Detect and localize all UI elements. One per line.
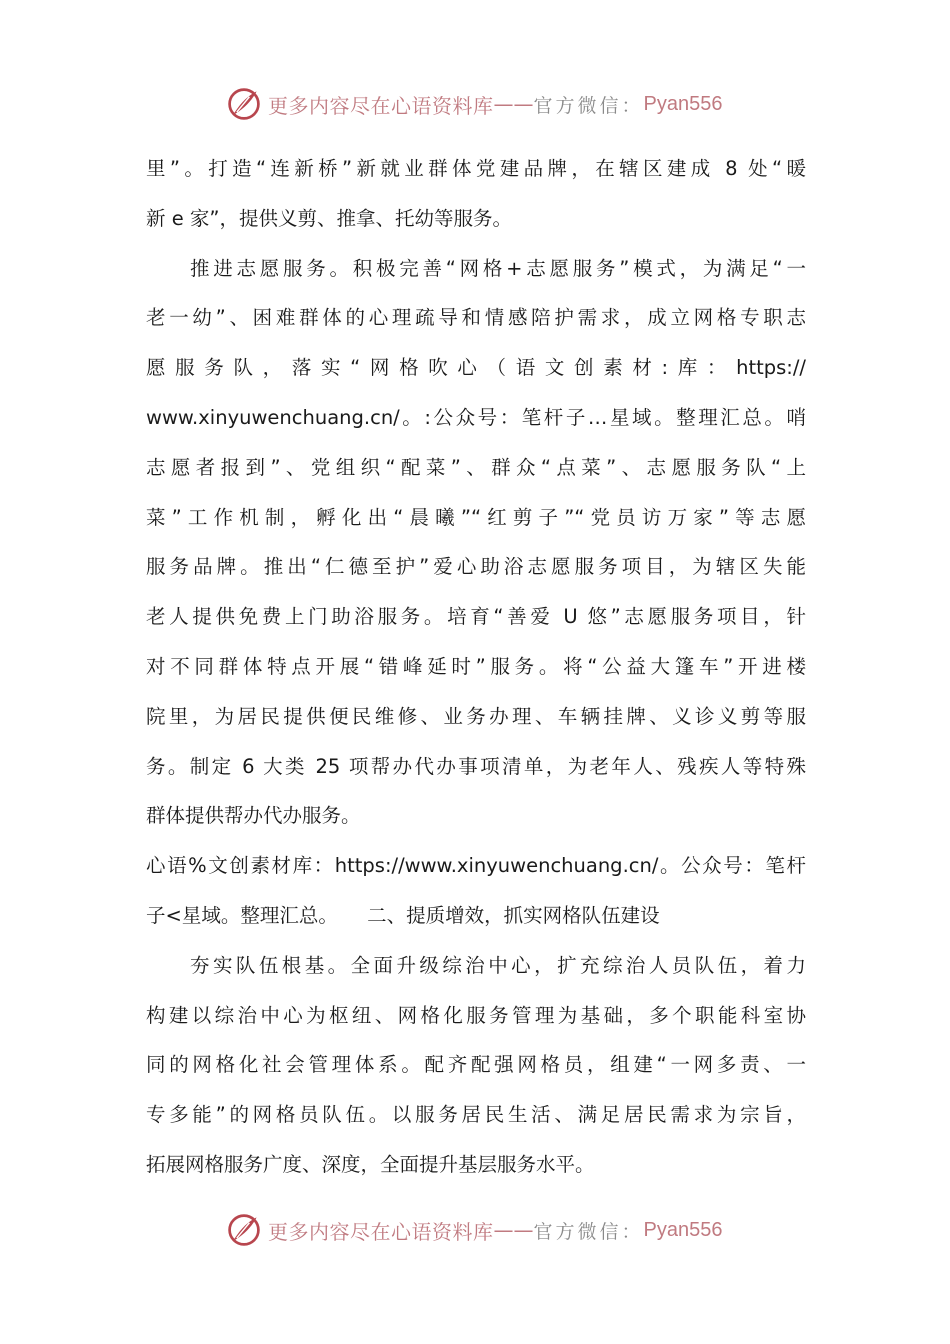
text-line: 菜”工作机制，孵化出“晨曦”“红剪子”“党员访万家”等志愿 (146, 505, 806, 529)
banner-dash: —— (493, 1218, 534, 1242)
text-line: 专多能”的网格员队伍。以服务居民生活、满足居民需求为宗旨， (146, 1103, 806, 1127)
section-heading-line: 子<星域。整理汇总。 二、提质增效，抓实网格队伍建设 (146, 903, 660, 927)
banner-dash: —— (493, 92, 534, 116)
banner-title: 更多内容尽在心语资料库 (268, 93, 494, 118)
text-line: 群体提供帮办代办服务。 (146, 804, 361, 828)
text-line: 志愿者报到”、党组织“配菜”、群众“点菜”、志愿服务队“上 (146, 455, 806, 479)
document-body (146, 144, 806, 1190)
paragraph-start-line: 夯实队伍根基。全面升级综治中心，扩充综治人员队伍，着力 (190, 953, 806, 977)
banner-wechat-label: 官方微信： (533, 94, 644, 117)
text-line: 构建以综治中心为枢纽、网格化服务管理为基础，多个职能科室协 (146, 1003, 806, 1027)
text-line: 务。制定 6 大类 25 项帮办代办事项清单，为老年人、残疾人等特殊 (146, 754, 806, 778)
footer-banner (226, 1210, 746, 1250)
text-line: 新 e 家”，提供义剪、推拿、托幼等服务。 (146, 206, 512, 230)
text-line: 老一幼”、困难群体的心理疏导和情感陪护需求，成立网格专职志 (146, 306, 806, 330)
quill-logo-icon (226, 86, 262, 122)
banner-title: 更多内容尽在心语资料库 (268, 1219, 494, 1244)
text-line: 老人提供免费上门助浴服务。培育“善爱 U 悠”志愿服务项目，针 (146, 605, 806, 629)
text-line: www.xinyuwenchuang.cn/。:公众号：笔杆子…星域。整理汇总。哨 (146, 405, 806, 429)
banner-wechat-id: Pyan556 (643, 92, 723, 115)
text-line: 拓展网格服务广度、深度，全面提升基层服务水平。 (146, 1152, 595, 1176)
header-banner (226, 84, 746, 124)
banner-wechat-label: 官方微信： (533, 1220, 644, 1243)
text-line: 服务品牌。推出“仁德至护”爱心助浴志愿服务项目，为辖区失能 (146, 555, 806, 579)
banner-wechat-id: Pyan556 (643, 1218, 723, 1241)
quill-logo-icon (226, 1212, 262, 1248)
text-line: 里”。打造“连新桥”新就业群体党建品牌，在辖区建成 8 处“暖 (146, 157, 806, 180)
text-line: 对不同群体特点开展“错峰延时”服务。将“公益大篷车”开进楼 (146, 654, 806, 678)
watermark-line: 心语%文创素材库：https://www.xinyuwenchuang.cn/。公众号：笔杆 (146, 854, 806, 878)
text-line: 愿服务队，落实“网格吹心（语文创素材:库：https:// (146, 356, 806, 380)
paragraph-start-line: 推进志愿服务。积极完善“网格+志愿服务”模式，为满足“一 (190, 256, 806, 280)
text-line: 同的网格化社会管理体系。配齐配强网格员，组建“一网多责、一 (146, 1053, 806, 1077)
text-line: 院里，为居民提供便民维修、业务办理、车辆挂牌、义诊义剪等服 (146, 704, 806, 728)
